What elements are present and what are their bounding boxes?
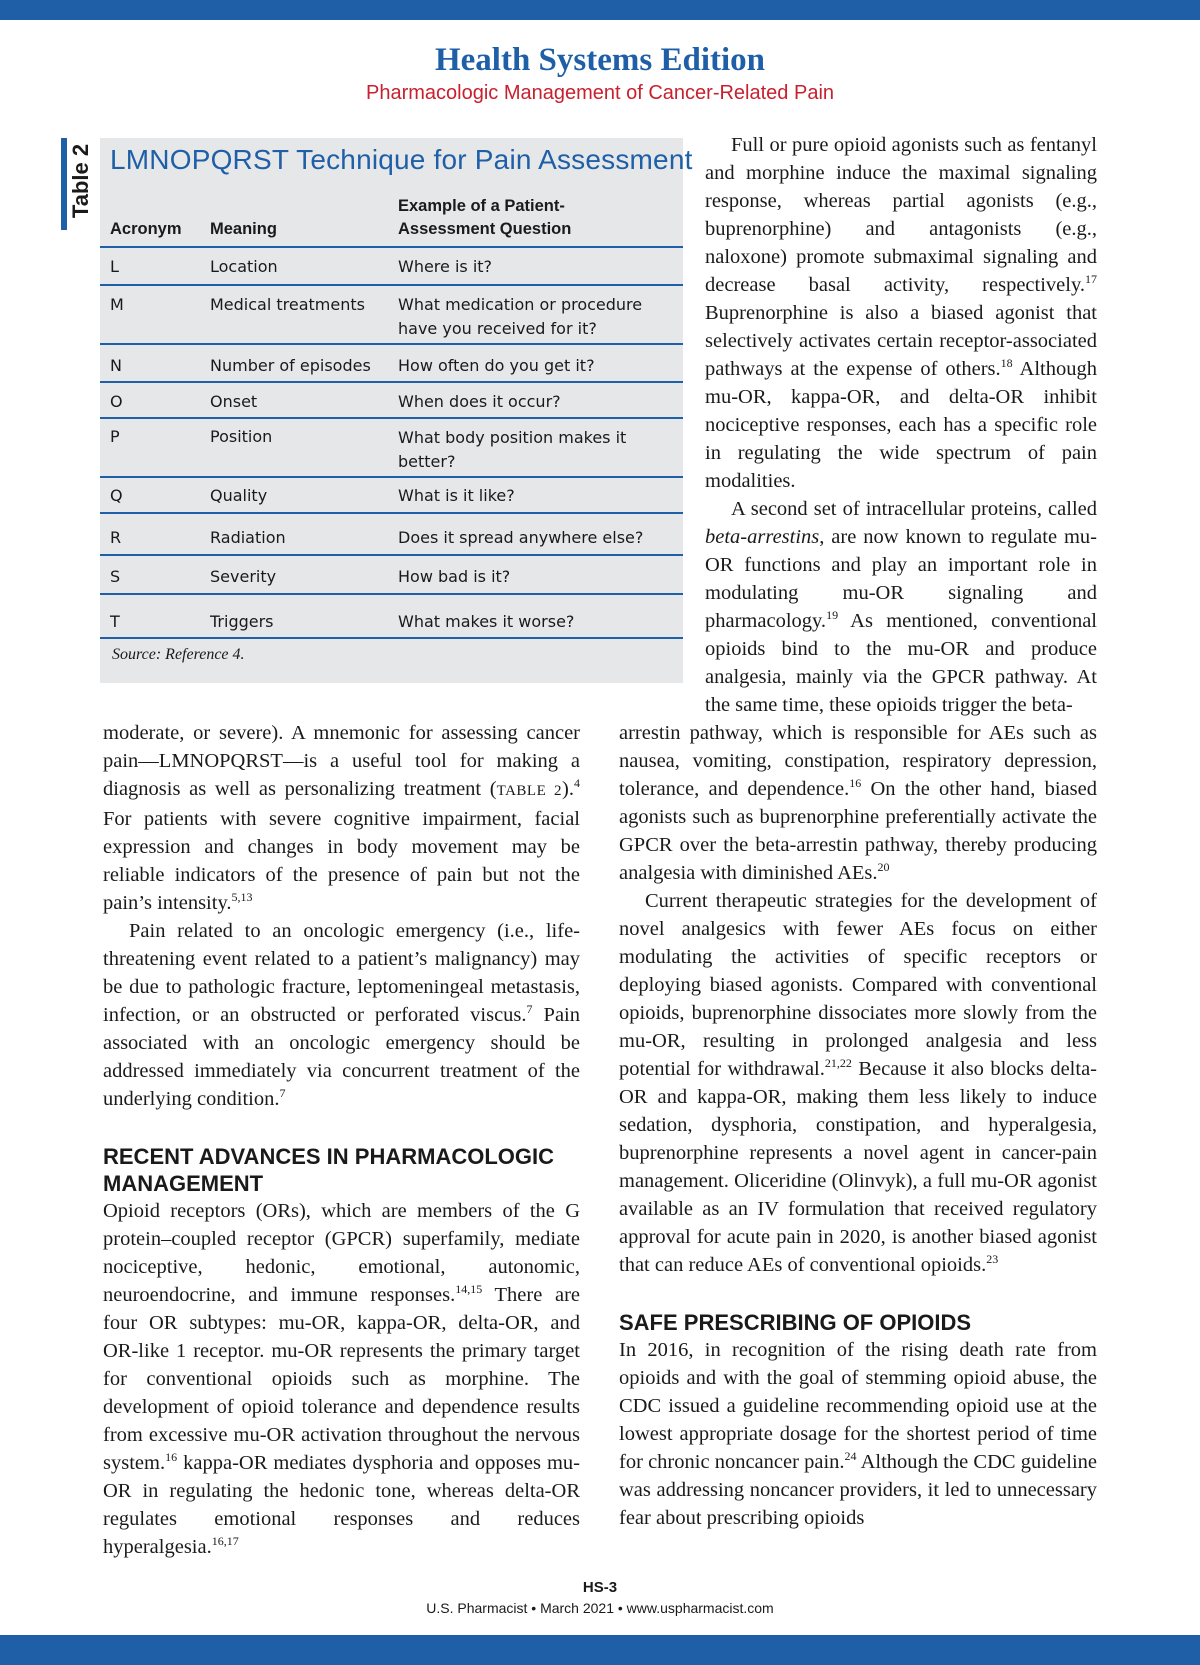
table-title: LMNOPQRST Technique for Pain Assessment [110,144,693,175]
cell-question: How often do you get it? [398,356,595,375]
cell-meaning: Number of episodes [210,356,371,375]
table-rule [100,637,683,639]
table-rule [100,417,683,419]
paragraph: moderate, or severe). A mnemonic for assessing cancer pain—LMNOPQRST—is a useful tool for making a diagnosis as well as personalizing treatment (TABLE 2).$^4$ For patients with severe cognitive impairment, facial expression and changes in body movement may be reliable indicators of the presence of pain but not the pain’s intensity.$^{5,13}$ [103,722,580,914]
table-tag-label: Table 2 [68,143,93,219]
cell-acronym: L [110,257,119,276]
right-column-lower [619,719,1097,1532]
cell-meaning: Triggers [210,612,274,631]
page-number: HS-3 [582,1579,618,1596]
cell-acronym: M [110,295,124,314]
cell-acronym: Q [110,486,123,505]
emphasis: beta-arrestins [705,526,820,548]
table-panel [100,138,683,683]
cell-question: What medication or procedure [398,295,643,314]
header-example-line1: Example of a Patient- [398,197,565,215]
table-source: Source: Reference 4. [112,646,245,663]
header-acronym: Acronym [110,220,182,238]
cell-acronym: T [110,612,120,631]
cell-question: What makes it worse? [398,612,575,631]
cell-question-cont: better? [398,452,456,471]
section-heading: SAFE PRESCRIBING OF OPIOIDS [619,1310,972,1335]
top-color-bar [0,0,1200,20]
paragraph: In 2016, in recognition of the rising death rate from opioids and with the goal of stemming opioid abuse, the CDC issued a guideline recommending opioid use at the lowest appropriate dosage for the shortest period of time for chronic noncancer pain.$^{24}$ Although the CDC guideline was addressing noncancer providers, it led to unnecessary fear about prescribing opioids [619,1339,1098,1529]
article-subtitle: Pharmacologic Management of Cancer-Related Pain [365,82,835,104]
table-rule [100,593,683,595]
cell-question: Where is it? [398,257,493,276]
bottom-color-bar [0,1635,1200,1665]
cell-question: What is it like? [398,486,515,505]
table-rule [100,381,683,383]
left-column [103,719,580,1561]
paragraph: arrestin pathway, which is responsible for AEs such as nausea, vomiting, constipation, respiratory depression, tolerance, and dependence.$^{16}$ On the other hand, biased agonists such as buprenorphine preferentially activate the GPCR over the beta-arrestin pathway, thereby producing analgesia with diminished AEs.$^{20}$ [619,722,1097,884]
header-example-line2: Assessment Question [398,220,572,238]
paragraph: Current therapeutic strategies for the development of novel analgesics with fewer AEs focus on either modulating the activities of specific receptors or deploying biased agonists. Compared with conventional opioids, buprenorphine dissociates more slowly from the mu-OR, resulting in prolonged analgesia and less potential for withdrawal.$^{21,22}$ Because it also blocks delta-OR and kappa-OR, making them less likely to induce sedation, dysphoria, constipation, and hyperalgesia, buprenorphine represents a novel agent in cancer-pain management. Oliceridine (Olinvyk), a full mu-OR agonist available as an IV formulation that received regulatory approval for acute pain in 2020, is another biased agonist that can reduce AEs of conventional opioids.$^{23}$ [619,890,1097,1276]
section-heading: RECENT ADVANCES IN PHARMACOLOGIC MANAGEMENT [103,1144,555,1196]
table-rule [100,476,683,478]
header-meaning: Meaning [210,220,277,238]
cell-question: How bad is it? [398,567,511,586]
table-rule [100,554,683,556]
cell-meaning: Medical treatments [210,295,365,314]
table-rule [100,246,683,248]
cell-question: Does it spread anywhere else? [398,528,644,547]
paragraph: Pain related to an oncologic emergency (i.e., life-threatening event related to a patient’s malignancy) may be due to pathologic fracture, leptomeningeal metastasis, infection, or an obstructed or perforated viscus.$^7$ Pain associated with an oncologic emergency should be addressed immediately via concurrent treatment of the underlying condition.$^7$ [103,920,581,1110]
cell-question: When does it occur? [398,392,561,411]
paragraph: A second set of intracellular proteins, called beta-arrestins, are now known to regulate mu-OR functions and play an important role in modulating mu-OR signaling and pharmacology.$^{19}$ As mentioned, conventional opioids bind to the mu-OR and produce analgesia, mainly via the GPCR pathway. At the same time, these opioids trigger the beta- [705,498,1097,716]
table-rule [100,512,683,514]
table-tag [61,138,91,230]
table-rule [100,343,683,345]
cell-acronym: P [110,427,120,446]
cell-meaning: Severity [210,567,277,586]
cell-acronym: R [110,528,122,547]
edition-title: Health Systems Edition [434,42,766,78]
paragraph: Full or pure opioid agonists such as fentanyl and morphine induce the maximal signaling response, whereas partial agonists (e.g., buprenorphine) and antagonists (e.g., naloxone) promote submaximal signaling and decrease basal activity, respectively.$^{17}$ Buprenorphine is also a biased agonist that selectively activates certain receptor-associated pathways at the expense of others.$^{18}$ Although mu-OR, kappa-OR, and delta-OR inhibit nociceptive responses, each has a specific role in regulating the wide spectrum of pain modalities. [705,134,1097,492]
cell-meaning: Quality [210,486,268,505]
table-tag-bar [61,138,67,230]
cell-acronym: N [110,356,122,375]
paragraph: Opioid receptors (ORs), which are members of the G protein–coupled receptor (GPCR) superfamily, mediate nociceptive, hedonic, emotional, autonomic, neuroendocrine, and immune responses.$^{14,15}$ There are four OR subtypes: mu-OR, kappa-OR, delta-OR, and OR-like 1 receptor. mu-OR represents the primary target for conventional opioids such as morphine. The development of opioid tolerance and dependence results from excessive mu-OR activation throughout the nervous system.$^{16}$ kappa-OR mediates dysphoria and opposes mu-OR in regulating the hedonic tone, whereas delta-OR regulates emotional responses and reduces hyperalgesia.$^{16,17}$ [103,1200,580,1558]
cell-question: What body position makes it [398,428,627,447]
cell-acronym: O [110,392,123,411]
table-rule [100,284,683,286]
cell-acronym: S [110,567,121,586]
cell-meaning: Radiation [210,528,286,547]
right-column-upper [705,131,1097,719]
cell-meaning: Position [210,427,273,446]
cell-meaning: Location [210,257,278,276]
table-reference: TABLE 2 [496,783,563,799]
cell-question-cont: have you received for it? [398,319,597,338]
footer-line: U.S. Pharmacist • March 2021 • www.uspharmacist.com [426,1600,774,1616]
cell-meaning: Onset [210,392,258,411]
